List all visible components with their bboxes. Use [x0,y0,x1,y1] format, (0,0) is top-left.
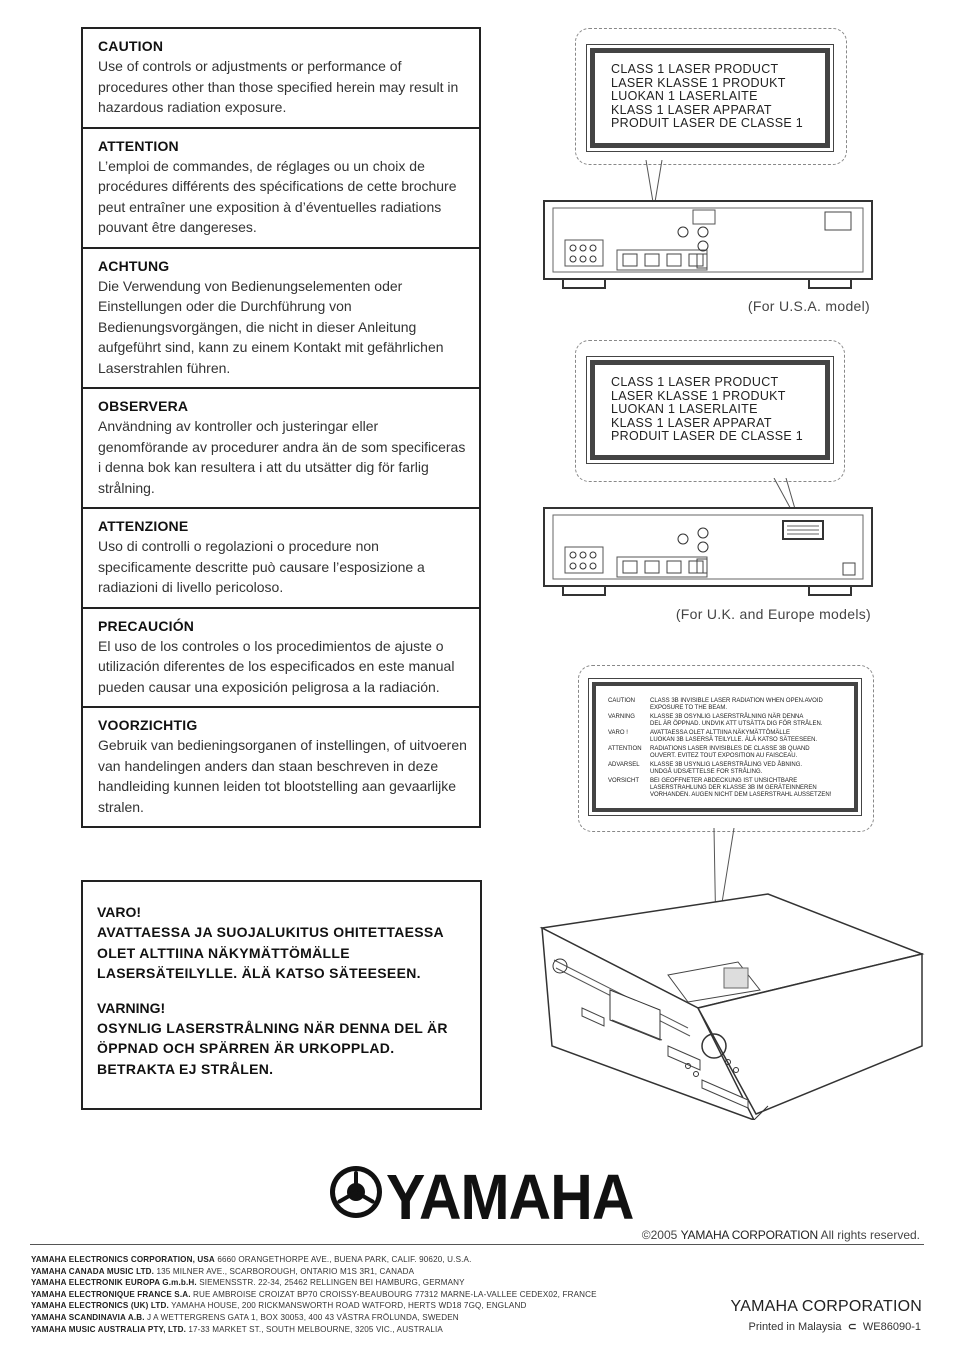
address-line [31,1277,597,1289]
class3b-row [608,746,848,760]
uk-europe-model-caption: (For U.K. and Europe models) [675,606,871,622]
recycle-c-icon: ⊂ [847,1321,857,1333]
class3b-lang: VARNING [608,714,635,720]
warning-section-voorzichtig [83,708,479,826]
address-street: 6660 ORANGETHORPE AVE., BUENA PARK, CALIF. 90620, U.S.A. [214,1255,472,1264]
usa-model-caption: (For U.S.A. model) [747,298,870,314]
address-line [31,1324,597,1336]
warning-title: ATTENZIONE [98,518,189,534]
class3b-line: DEL ÄR ÖPPNAD. UNDVIK ATT UTSÄTTA DIG FÖR STRÅLEN. [650,721,823,727]
address-street: J A WETTERGRENS GATA 1, BOX 30053, 400 43 VÄSTRA FRÖLUNDA, SWEDEN [144,1312,459,1322]
address-street: 135 MILNER AVE., SCARBOROUGH, ONTARIO M1S 3R1, CANADA [154,1266,415,1276]
class3b-lang: CAUTION [608,698,635,704]
address-company: YAMAHA ELECTRONIQUE FRANCE S.A. [31,1289,191,1299]
class3b-lang: VARO ! [608,730,628,736]
uk-rear-panel [543,507,873,587]
warning-title: VOORZICHTIG [98,717,198,733]
address-company: YAMAHA ELECTRONICS CORPORATION, USA [31,1255,215,1264]
copyright-year: ©2005 [641,1228,681,1242]
class3b-lang: VORSICHT [608,778,640,784]
warning-text: Användning av kontroller och justeringar eller genomförande av procedurer andra än de som specificeras i denna bok kan resultera i att du utsätter dig för farlig strålning. [98,418,466,496]
class3b-text [650,730,817,744]
warning-title: ATTENTION [98,137,179,154]
warning-text: L’emploi de commandes, de réglages ou un choix de procédures différents des spécifications de cette brochure peut entraîner une exposition à d’éventuelles radiations pouvant être dangereses. [98,157,457,235]
warning-section-observera [83,389,479,509]
class3b-line: KLASSE 3B OSYNLIG LASERSTRÅLNING NÄR DENNA [650,714,804,720]
cd-player-drawing [538,870,930,1120]
footer-divider [30,1244,924,1245]
class3b-warning-label [592,682,858,812]
class3b-line: AVATTAESSA OLET ALTTIINA NÄKYMÄTTÖMÄLLE [650,730,791,736]
warning-text: Use of controls or adjustments or performance of procedures other than those specified herein may result in hazardous radiation exposure. [98,58,459,115]
address-street: YAMAHA HOUSE, 200 RICKMANSWORTH ROAD WATFORD, HERTS WD18 7GQ, ENGLAND [168,1301,527,1311]
class3b-text [650,714,822,728]
address-company: YAMAHA ELECTRONIK EUROPA G.m.b.H. [31,1278,197,1288]
warning-section-attention [83,129,479,249]
address-company: YAMAHA SCANDINAVIA A.B. [31,1312,145,1322]
address-company: YAMAHA CANADA MUSIC LTD. [31,1266,155,1276]
warning-title: OBSERVERA [98,398,189,414]
corporation-name: YAMAHA CORPORATION [730,1298,922,1315]
class3b-row [608,762,848,776]
yamaha-logo-wordmark: YAMAHA [386,1161,634,1233]
warning-text: El uso de los controles o los procedimientos de ajuste o utilización diferentes de los especificados en este manual pueden causar una exposición peligrosa a la radiación. [98,637,455,695]
warning-section-precaucion [83,609,479,709]
label-line: CLASS 1 LASER PRODUCT [611,375,779,389]
copyright-notice [642,1228,920,1242]
copyright-suffix: All rights reserved. [817,1228,920,1242]
label-line: PRODUIT LASER DE CLASSE 1 [611,116,804,131]
warning-title: ACHTUNG [98,257,170,274]
class3b-text [650,746,810,760]
varo-text: AVATTAESSA JA SUOJALUKITUS OHITETTAESSA OLET ALTTIINA NÄKYMÄTTÖMÄLLE LASERSÄTEILYLLE. ÄLÄ KATSO SÄTEESEEN. [97,924,444,981]
address-company: YAMAHA ELECTRONICS (UK) LTD. [31,1301,169,1311]
address-street: RUE AMBROISE CROIZAT BP70 CROISSY-BEAUBOURG 77312 MARNE-LA-VALLEE CEDEX02, FRANCE [190,1289,597,1299]
address-line [31,1300,597,1312]
label-line: LUOKAN 1 LASERLAITE [611,402,758,417]
usa-foot-right [562,280,606,289]
class3b-line: EXPOSURE TO THE BEAM. [650,705,728,711]
class3b-row [608,698,848,712]
class3b-line: RADIATIONS LASER INVISIBLES DE CLASSE 3B QUAND [650,746,810,752]
copyright-corp: YAMAHA CORPORATION [680,1228,818,1242]
address-line [31,1254,597,1266]
address-street: SIEMENSSTR. 22-34, 25462 RELLINGEN BEI HAMBURG, GERMANY [196,1278,465,1288]
warning-text: Uso di controlli o regolazioni o procedure non specificamente descritte può causare l’esposizione a radiazioni di livello pericoloso. [98,538,425,595]
address-list [31,1254,597,1335]
printed-info [749,1320,922,1333]
uk-foot-left [562,587,606,596]
warning-section-achtung [83,249,479,390]
warning-text: Gebruik van bedieningsorganen of instellingen, of uitvoeren van handelingen anders dan staan beschreven in deze handleiding kunnen leiden tot blootstelling aan gevaarlijke stralen. [98,737,467,815]
address-street: 17-33 MARKET ST., SOUTH MELBOURNE, 3205 VIC., AUSTRALIA [185,1324,443,1334]
label-line: LASER KLASSE 1 PRODUKT [611,75,786,90]
laser-warning-box [81,27,481,828]
warning-title: CAUTION [98,38,164,54]
address-line [31,1312,597,1324]
class3b-line: UNDGÅ UDSÆTTELSE FOR STRÅLING. [650,769,763,775]
nordic-warning-box [81,880,482,1110]
printed-country: Printed in Malaysia [748,1321,842,1333]
address-line [31,1266,597,1278]
usa-foot-right-bottom [808,280,852,289]
class3b-text [650,698,823,712]
class3b-rows [608,698,848,799]
usa-rear-panel [543,200,873,280]
varning-title: VARNING! [97,999,166,1016]
label-line: PRODUIT LASER DE CLASSE 1 [611,429,804,444]
yamaha-tuning-fork-logo-icon [328,1164,384,1220]
class3b-line: OUVERT. EVITEZ TOUT EXPOSITION AU FAISCEAU. [650,753,798,759]
uk-foot-right [808,587,852,596]
label-line: LUOKAN 1 LASERLAITE [611,89,758,104]
warning-text: Die Verwendung von Bedienungselementen oder Einstellungen oder die Durchführung von Bedienungsvorgängen, die nicht in dieser Anleitung aufgeführt sind, kann zu einem Kontakt mit gefährlichen Laserstrahlen führen. [98,277,444,376]
class3b-lang: ATTENTION [608,746,642,752]
warning-section-attenzione [83,509,479,609]
class3b-line: KLASSE 3B USYNLIG LASERSTRÅLING VED ÅBNING. [650,762,803,768]
document-code: WE86090-1 [862,1321,921,1333]
label-line: KLASS 1 LASER APPARAT [611,102,772,117]
varning-text: OSYNLIG LASERSTRÅLNING NÄR DENNA DEL ÄR ÖPPNAD OCH SPÄRREN ÄR URKOPPLAD. BETRAKTA EJ STRÅLEN. [97,1019,448,1077]
address-line [31,1289,597,1301]
class3b-line: CLASS 3B INVISIBLE LASER RADIATION WHEN OPEN.AVOID [650,698,823,704]
class3b-lang: ADVARSEL [608,762,640,768]
class3b-line: VORHANDEN. AUGEN NICHT DEM LASERSTRAHL AUSSETZEN! [650,792,832,798]
class3b-row [608,714,848,728]
class3b-line: LUOKAN 3B LASERSÄ TEILYLLE. ÄLÄ KATSO SÄTEESEEN. [650,737,818,743]
class3b-line: BEI GEOFFNETER ABDECKUNG IST UNSICHTBARE [650,778,798,784]
label-line: LASER KLASSE 1 PRODUKT [611,388,786,403]
warning-title: PRECAUCIÓN [98,617,195,634]
usa-class1-label [590,48,830,148]
label-line: CLASS 1 LASER PRODUCT [611,62,779,76]
address-company: YAMAHA MUSIC AUSTRALIA PTY, LTD. [31,1324,186,1334]
class3b-text [650,778,831,799]
varo-title: VARO! [97,904,142,920]
class3b-row [608,730,848,744]
class3b-line: LASERSTRAHLUNG DER KLASSE 3B IM GERÄTEINNEREN [650,785,817,791]
warning-section-caution [83,29,479,129]
class3b-text [650,762,802,776]
label-line: KLASS 1 LASER APPARAT [611,415,772,430]
uk-class1-label [590,360,830,460]
class3b-row [608,778,848,799]
